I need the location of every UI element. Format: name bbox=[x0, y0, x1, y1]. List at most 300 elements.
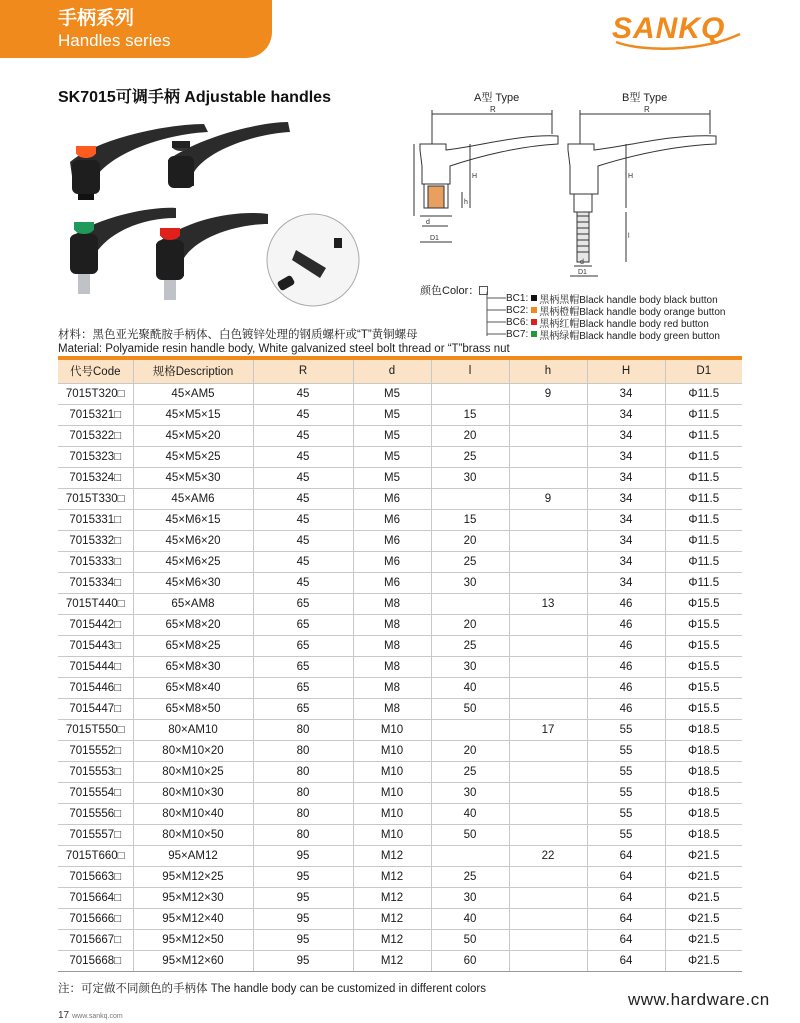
l-cell: 25 bbox=[431, 635, 509, 656]
header-d1: D1 bbox=[665, 358, 742, 383]
color-option-bc7: BC7: 黑柄绿帽Black handle body green button bbox=[506, 328, 720, 342]
height-cell: 64 bbox=[587, 866, 665, 887]
height-cell: 34 bbox=[587, 404, 665, 425]
svg-text:R: R bbox=[490, 105, 496, 114]
svg-text:d: d bbox=[426, 219, 430, 226]
color-swatch-green bbox=[531, 331, 537, 337]
table-row bbox=[58, 824, 742, 845]
l-cell: 15 bbox=[431, 404, 509, 425]
r-cell: 45 bbox=[253, 446, 353, 467]
h-cell bbox=[509, 866, 587, 887]
r-cell: 65 bbox=[253, 593, 353, 614]
r-cell: 45 bbox=[253, 572, 353, 593]
height-cell: 46 bbox=[587, 677, 665, 698]
description-cell: 45×M6×15 bbox=[133, 509, 253, 530]
h-cell bbox=[509, 740, 587, 761]
r-cell: 65 bbox=[253, 698, 353, 719]
l-cell: 50 bbox=[431, 929, 509, 950]
l-cell: 20 bbox=[431, 425, 509, 446]
header-h-small: h bbox=[509, 358, 587, 383]
description-cell: 45×M6×30 bbox=[133, 572, 253, 593]
h-cell bbox=[509, 635, 587, 656]
description-cell: 80×M10×50 bbox=[133, 824, 253, 845]
description-cell: 65×AM8 bbox=[133, 593, 253, 614]
code-cell: 7015T660□ bbox=[58, 845, 133, 866]
description-cell: 65×M8×40 bbox=[133, 677, 253, 698]
height-cell: 64 bbox=[587, 908, 665, 929]
height-cell: 34 bbox=[587, 530, 665, 551]
table-row bbox=[58, 551, 742, 572]
r-cell: 80 bbox=[253, 719, 353, 740]
code-cell: 7015332□ bbox=[58, 530, 133, 551]
h-cell bbox=[509, 824, 587, 845]
description-cell: 80×M10×40 bbox=[133, 803, 253, 824]
customization-note: 注：可定做不同颜色的手柄体 The handle body can be customized in different colors bbox=[58, 983, 487, 995]
description-cell: 45×M5×20 bbox=[133, 425, 253, 446]
section-header-tab bbox=[0, 0, 272, 58]
h-cell bbox=[509, 425, 587, 446]
h-cell bbox=[509, 614, 587, 635]
d-cell: M10 bbox=[353, 824, 431, 845]
table-row bbox=[58, 719, 742, 740]
l-cell: 20 bbox=[431, 740, 509, 761]
d1-cell: Φ18.5 bbox=[665, 803, 742, 824]
technical-drawing-type-b bbox=[560, 104, 750, 285]
color-option-bc6: BC6: 黑柄红帽Black handle body red button bbox=[506, 316, 709, 330]
height-cell: 55 bbox=[587, 782, 665, 803]
r-cell: 45 bbox=[253, 404, 353, 425]
d1-cell: Φ11.5 bbox=[665, 572, 742, 593]
l-cell: 50 bbox=[431, 698, 509, 719]
description-cell: 65×M8×25 bbox=[133, 635, 253, 656]
code-cell: 7015664□ bbox=[58, 887, 133, 908]
code-cell: 7015553□ bbox=[58, 761, 133, 782]
technical-drawing-type-a bbox=[410, 104, 560, 259]
l-cell: 30 bbox=[431, 887, 509, 908]
d-cell: M6 bbox=[353, 572, 431, 593]
h-cell bbox=[509, 467, 587, 488]
section-title-cn: 手柄系列 bbox=[58, 8, 135, 29]
height-cell: 55 bbox=[587, 803, 665, 824]
r-cell: 80 bbox=[253, 803, 353, 824]
l-cell bbox=[431, 488, 509, 509]
code-cell: 7015443□ bbox=[58, 635, 133, 656]
d1-cell: Φ21.5 bbox=[665, 929, 742, 950]
description-cell: 45×M5×25 bbox=[133, 446, 253, 467]
height-cell: 55 bbox=[587, 740, 665, 761]
r-cell: 45 bbox=[253, 467, 353, 488]
d-cell: M8 bbox=[353, 614, 431, 635]
d-cell: M5 bbox=[353, 425, 431, 446]
table-row bbox=[58, 404, 742, 425]
d1-cell: Φ18.5 bbox=[665, 761, 742, 782]
h-cell bbox=[509, 887, 587, 908]
h-cell bbox=[509, 446, 587, 467]
h-cell: 9 bbox=[509, 383, 587, 404]
code-cell: 7015666□ bbox=[58, 908, 133, 929]
d-cell: M5 bbox=[353, 446, 431, 467]
r-cell: 95 bbox=[253, 866, 353, 887]
table-row bbox=[58, 950, 742, 971]
code-cell: 7015442□ bbox=[58, 614, 133, 635]
table-row bbox=[58, 446, 742, 467]
table-header-row bbox=[58, 358, 742, 383]
description-cell: 95×M12×50 bbox=[133, 929, 253, 950]
l-cell: 40 bbox=[431, 803, 509, 824]
table-row bbox=[58, 572, 742, 593]
svg-text:d: d bbox=[580, 259, 584, 266]
l-cell: 15 bbox=[431, 509, 509, 530]
d-cell: M5 bbox=[353, 467, 431, 488]
height-cell: 64 bbox=[587, 929, 665, 950]
d-cell: M10 bbox=[353, 740, 431, 761]
r-cell: 95 bbox=[253, 908, 353, 929]
height-cell: 34 bbox=[587, 488, 665, 509]
h-cell bbox=[509, 761, 587, 782]
l-cell: 30 bbox=[431, 467, 509, 488]
r-cell: 45 bbox=[253, 551, 353, 572]
height-cell: 46 bbox=[587, 614, 665, 635]
r-cell: 45 bbox=[253, 509, 353, 530]
d-cell: M8 bbox=[353, 698, 431, 719]
height-cell: 55 bbox=[587, 719, 665, 740]
color-swatch-orange bbox=[531, 307, 537, 313]
table-row bbox=[58, 698, 742, 719]
inset-detail-photo bbox=[267, 214, 359, 306]
d-cell: M6 bbox=[353, 488, 431, 509]
d1-cell: Φ15.5 bbox=[665, 698, 742, 719]
d1-cell: Φ15.5 bbox=[665, 593, 742, 614]
d-cell: M12 bbox=[353, 887, 431, 908]
h-cell: 17 bbox=[509, 719, 587, 740]
height-cell: 34 bbox=[587, 467, 665, 488]
product-title: SK7015可调手柄 Adjustable handles bbox=[58, 89, 331, 106]
code-cell: 7015T440□ bbox=[58, 593, 133, 614]
d1-cell: Φ11.5 bbox=[665, 404, 742, 425]
table-row bbox=[58, 677, 742, 698]
color-option-bc2: BC2: 黑柄橙帽Black handle body orange button bbox=[506, 304, 726, 318]
d1-cell: Φ21.5 bbox=[665, 908, 742, 929]
code-cell: 7015447□ bbox=[58, 698, 133, 719]
code-cell: 7015333□ bbox=[58, 551, 133, 572]
l-cell: 30 bbox=[431, 572, 509, 593]
l-cell: 30 bbox=[431, 782, 509, 803]
color-swatch-red bbox=[531, 319, 537, 325]
d-cell: M8 bbox=[353, 677, 431, 698]
h-cell: 13 bbox=[509, 593, 587, 614]
h-cell bbox=[509, 530, 587, 551]
description-cell: 45×M5×30 bbox=[133, 467, 253, 488]
code-cell: 7015556□ bbox=[58, 803, 133, 824]
h-cell bbox=[509, 803, 587, 824]
r-cell: 80 bbox=[253, 824, 353, 845]
table-row bbox=[58, 929, 742, 950]
table-row bbox=[58, 908, 742, 929]
code-cell: 7015321□ bbox=[58, 404, 133, 425]
height-cell: 46 bbox=[587, 593, 665, 614]
color-swatch-black bbox=[531, 295, 537, 301]
r-cell: 45 bbox=[253, 530, 353, 551]
description-cell: 65×M8×20 bbox=[133, 614, 253, 635]
r-cell: 80 bbox=[253, 740, 353, 761]
height-cell: 46 bbox=[587, 698, 665, 719]
table-row bbox=[58, 656, 742, 677]
h-cell: 22 bbox=[509, 845, 587, 866]
specification-table bbox=[58, 356, 742, 972]
header-description: 规格Description bbox=[133, 358, 253, 383]
d-cell: M5 bbox=[353, 383, 431, 404]
code-cell: 7015557□ bbox=[58, 824, 133, 845]
r-cell: 80 bbox=[253, 761, 353, 782]
code-cell: 7015668□ bbox=[58, 950, 133, 971]
header-code: 代号Code bbox=[58, 358, 133, 383]
d-cell: M12 bbox=[353, 908, 431, 929]
l-cell: 20 bbox=[431, 530, 509, 551]
l-cell bbox=[431, 845, 509, 866]
d1-cell: Φ11.5 bbox=[665, 425, 742, 446]
code-cell: 7015331□ bbox=[58, 509, 133, 530]
l-cell: 25 bbox=[431, 551, 509, 572]
description-cell: 80×M10×20 bbox=[133, 740, 253, 761]
description-cell: 80×AM10 bbox=[133, 719, 253, 740]
website-url[interactable]: www.hardware.cn bbox=[628, 990, 770, 1009]
l-cell: 30 bbox=[431, 656, 509, 677]
section-title-en: Handles series bbox=[58, 31, 171, 50]
h-cell bbox=[509, 572, 587, 593]
color-options-title: 颜色Color： bbox=[420, 282, 488, 298]
r-cell: 95 bbox=[253, 887, 353, 908]
l-cell bbox=[431, 593, 509, 614]
d1-cell: Φ11.5 bbox=[665, 551, 742, 572]
table-row bbox=[58, 803, 742, 824]
h-cell bbox=[509, 908, 587, 929]
handle-photo-red bbox=[156, 213, 268, 300]
l-cell: 25 bbox=[431, 866, 509, 887]
l-cell: 25 bbox=[431, 446, 509, 467]
d1-cell: Φ18.5 bbox=[665, 719, 742, 740]
description-cell: 45×M6×20 bbox=[133, 530, 253, 551]
r-cell: 95 bbox=[253, 845, 353, 866]
height-cell: 64 bbox=[587, 887, 665, 908]
table-body bbox=[58, 383, 742, 971]
brand-logo bbox=[612, 12, 742, 52]
l-cell: 20 bbox=[431, 614, 509, 635]
d1-cell: Φ11.5 bbox=[665, 509, 742, 530]
table-row bbox=[58, 488, 742, 509]
height-cell: 46 bbox=[587, 635, 665, 656]
description-cell: 45×M6×25 bbox=[133, 551, 253, 572]
d-cell: M12 bbox=[353, 845, 431, 866]
height-cell: 34 bbox=[587, 425, 665, 446]
height-cell: 64 bbox=[587, 845, 665, 866]
description-cell: 95×M12×60 bbox=[133, 950, 253, 971]
svg-text:H: H bbox=[472, 173, 478, 180]
table-row bbox=[58, 509, 742, 530]
h-cell bbox=[509, 551, 587, 572]
material-en: Material: Polyamide resin handle body, White galvanized steel bolt thread or “T”brass nut bbox=[58, 343, 510, 355]
table-row bbox=[58, 866, 742, 887]
header-r: R bbox=[253, 358, 353, 383]
h-cell bbox=[509, 404, 587, 425]
description-cell: 65×M8×30 bbox=[133, 656, 253, 677]
l-cell bbox=[431, 719, 509, 740]
height-cell: 34 bbox=[587, 509, 665, 530]
d-cell: M12 bbox=[353, 929, 431, 950]
description-cell: 95×M12×30 bbox=[133, 887, 253, 908]
description-cell: 45×M5×15 bbox=[133, 404, 253, 425]
d1-cell: Φ15.5 bbox=[665, 677, 742, 698]
d-cell: M8 bbox=[353, 635, 431, 656]
code-cell: 7015T320□ bbox=[58, 383, 133, 404]
code-cell: 7015444□ bbox=[58, 656, 133, 677]
d-cell: M5 bbox=[353, 404, 431, 425]
page-url: www.sankq.com bbox=[72, 1013, 123, 1020]
height-cell: 34 bbox=[587, 551, 665, 572]
code-cell: 7015324□ bbox=[58, 467, 133, 488]
d1-cell: Φ18.5 bbox=[665, 782, 742, 803]
d1-cell: Φ15.5 bbox=[665, 614, 742, 635]
table-row bbox=[58, 614, 742, 635]
d-cell: M6 bbox=[353, 509, 431, 530]
table-row bbox=[58, 635, 742, 656]
h-cell bbox=[509, 677, 587, 698]
r-cell: 65 bbox=[253, 677, 353, 698]
r-cell: 80 bbox=[253, 782, 353, 803]
table-row bbox=[58, 845, 742, 866]
svg-text:h: h bbox=[464, 199, 468, 206]
d-cell: M10 bbox=[353, 761, 431, 782]
logo-text: SANKQ bbox=[612, 12, 726, 45]
r-cell: 65 bbox=[253, 635, 353, 656]
d1-cell: Φ21.5 bbox=[665, 866, 742, 887]
table-row bbox=[58, 782, 742, 803]
h-cell: 9 bbox=[509, 488, 587, 509]
d1-cell: Φ18.5 bbox=[665, 740, 742, 761]
table-row bbox=[58, 761, 742, 782]
page-number: 17 bbox=[58, 1010, 70, 1021]
d-cell: M12 bbox=[353, 950, 431, 971]
d1-cell: Φ11.5 bbox=[665, 383, 742, 404]
height-cell: 64 bbox=[587, 950, 665, 971]
table-row bbox=[58, 425, 742, 446]
material-cn: 材料：黑色亚光聚酰胺手柄体、白色镀锌处理的钢质螺杆或“T”黄铜螺母 bbox=[58, 329, 418, 341]
h-cell bbox=[509, 950, 587, 971]
material-description bbox=[58, 328, 510, 356]
table-row bbox=[58, 530, 742, 551]
svg-text:l: l bbox=[628, 233, 630, 240]
h-cell bbox=[509, 656, 587, 677]
d1-cell: Φ11.5 bbox=[665, 446, 742, 467]
d1-cell: Φ21.5 bbox=[665, 950, 742, 971]
page-footer bbox=[58, 1010, 123, 1021]
header-h-large: H bbox=[587, 358, 665, 383]
color-option-bc1: BC1: 黑柄黑帽Black handle body black button bbox=[506, 292, 718, 306]
description-cell: 95×M12×40 bbox=[133, 908, 253, 929]
type-a-label: A型 Type bbox=[474, 92, 520, 104]
d1-cell: Φ11.5 bbox=[665, 467, 742, 488]
product-photos bbox=[58, 110, 378, 330]
d1-cell: Φ21.5 bbox=[665, 887, 742, 908]
l-cell: 25 bbox=[431, 761, 509, 782]
d-cell: M10 bbox=[353, 719, 431, 740]
h-cell bbox=[509, 698, 587, 719]
r-cell: 45 bbox=[253, 488, 353, 509]
d-cell: M8 bbox=[353, 593, 431, 614]
d-cell: M6 bbox=[353, 530, 431, 551]
code-cell: 7015T330□ bbox=[58, 488, 133, 509]
description-cell: 80×M10×30 bbox=[133, 782, 253, 803]
r-cell: 95 bbox=[253, 950, 353, 971]
d-cell: M10 bbox=[353, 803, 431, 824]
height-cell: 34 bbox=[587, 446, 665, 467]
description-cell: 80×M10×25 bbox=[133, 761, 253, 782]
d1-cell: Φ15.5 bbox=[665, 635, 742, 656]
r-cell: 45 bbox=[253, 425, 353, 446]
r-cell: 65 bbox=[253, 614, 353, 635]
d-cell: M6 bbox=[353, 551, 431, 572]
code-cell: 7015334□ bbox=[58, 572, 133, 593]
code-cell: 7015554□ bbox=[58, 782, 133, 803]
h-cell bbox=[509, 782, 587, 803]
type-b-label: B型 Type bbox=[622, 92, 668, 104]
code-cell: 7015446□ bbox=[58, 677, 133, 698]
l-cell: 50 bbox=[431, 824, 509, 845]
height-cell: 46 bbox=[587, 656, 665, 677]
code-cell: 7015323□ bbox=[58, 446, 133, 467]
d1-cell: Φ18.5 bbox=[665, 824, 742, 845]
d1-cell: Φ15.5 bbox=[665, 656, 742, 677]
d1-cell: Φ21.5 bbox=[665, 845, 742, 866]
l-cell: 40 bbox=[431, 908, 509, 929]
d-cell: M8 bbox=[353, 656, 431, 677]
height-cell: 34 bbox=[587, 572, 665, 593]
description-cell: 45×AM6 bbox=[133, 488, 253, 509]
l-cell bbox=[431, 383, 509, 404]
table-row bbox=[58, 467, 742, 488]
code-cell: 7015667□ bbox=[58, 929, 133, 950]
d1-cell: Φ11.5 bbox=[665, 530, 742, 551]
description-cell: 65×M8×50 bbox=[133, 698, 253, 719]
code-cell: 7015552□ bbox=[58, 740, 133, 761]
header-l: l bbox=[431, 358, 509, 383]
table-row bbox=[58, 740, 742, 761]
svg-text:D1: D1 bbox=[430, 235, 439, 242]
code-cell: 7015322□ bbox=[58, 425, 133, 446]
table-row bbox=[58, 383, 742, 404]
height-cell: 34 bbox=[587, 383, 665, 404]
l-cell: 60 bbox=[431, 950, 509, 971]
header-d: d bbox=[353, 358, 431, 383]
code-cell: 7015663□ bbox=[58, 866, 133, 887]
r-cell: 95 bbox=[253, 929, 353, 950]
code-cell: 7015T550□ bbox=[58, 719, 133, 740]
h-cell bbox=[509, 929, 587, 950]
r-cell: 45 bbox=[253, 383, 353, 404]
table-row bbox=[58, 593, 742, 614]
r-cell: 65 bbox=[253, 656, 353, 677]
height-cell: 55 bbox=[587, 761, 665, 782]
height-cell: 55 bbox=[587, 824, 665, 845]
d1-cell: Φ11.5 bbox=[665, 488, 742, 509]
svg-text:R: R bbox=[644, 105, 650, 114]
description-cell: 45×AM5 bbox=[133, 383, 253, 404]
table-row bbox=[58, 887, 742, 908]
d-cell: M10 bbox=[353, 782, 431, 803]
description-cell: 95×M12×25 bbox=[133, 866, 253, 887]
svg-text:H: H bbox=[628, 173, 634, 180]
h-cell bbox=[509, 509, 587, 530]
l-cell: 40 bbox=[431, 677, 509, 698]
